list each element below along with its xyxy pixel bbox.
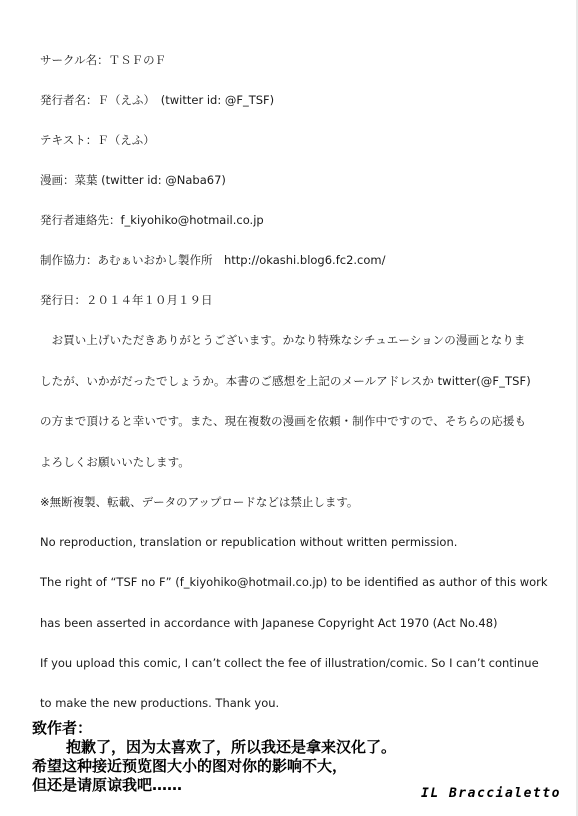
translator-note-heading: 致作者： [32,719,93,737]
prohibition-notice: ※無断複製、転載、データのアップロードなどは禁止します。 [40,495,359,509]
circle-name: サークル名：ＴＳＦのＦ [40,53,167,67]
copyright-line: No reproduction, translation or republication without written permission. [40,535,458,549]
translator-note-line: 抱歉了，因为太喜欢了，所以我还是拿来汉化了。 [66,738,397,756]
publisher-contact: 発行者連絡先：f_kiyohiko@hotmail.co.jp [40,213,264,227]
translator-note [32,719,472,795]
message-line: の方まで頂けると幸いです。また、現在複数の漫画を依頼・制作中ですので、そちらの応援も [40,414,527,428]
text-author: テキスト：Ｆ（えふ） [40,133,155,147]
translator-signature: IL Braccialetto [421,786,561,801]
translator-note-line: 但还是请原谅我吧…… [32,776,183,794]
copyright-line: to make the new productions. Thank you. [40,696,280,710]
copyright-line: If you upload this comic, I can’t collect the fee of illustration/comic. So I can’t continue [40,656,539,670]
manga-artist: 漫画：菜葉 (twitter id: @Naba67) [40,173,226,187]
production-cooperation: 制作協力：あむぁいおかし製作所 http://okashi.blog6.fc2.com/ [40,253,386,267]
publication-date: 発行日：２０１４年１０月１９日 [40,293,213,307]
message-line: お買い上げいただきありがとうございます。かなり特殊なシチュエーションの漫画となりま [40,333,526,347]
publisher-name: 発行者名：Ｆ（えふ） (twitter id: @F_TSF) [40,93,275,107]
message-line: したが、いかがだったでしょうか。本書のご感想を上記のメールアドレスか twitter(@F_TSF) [40,374,531,388]
translator-note-line: 希望这种接近预览图大小的图对你的影响不大， [32,757,348,775]
copyright-line: has been asserted in accordance with Japanese Copyright Act 1970 (Act No.48) [40,616,498,630]
copyright-line: The right of “TSF no F” (f_kiyohiko@hotmail.co.jp) to be identified as author of this work [40,575,548,589]
message-line: よろしくお願いいたします。 [40,455,190,469]
